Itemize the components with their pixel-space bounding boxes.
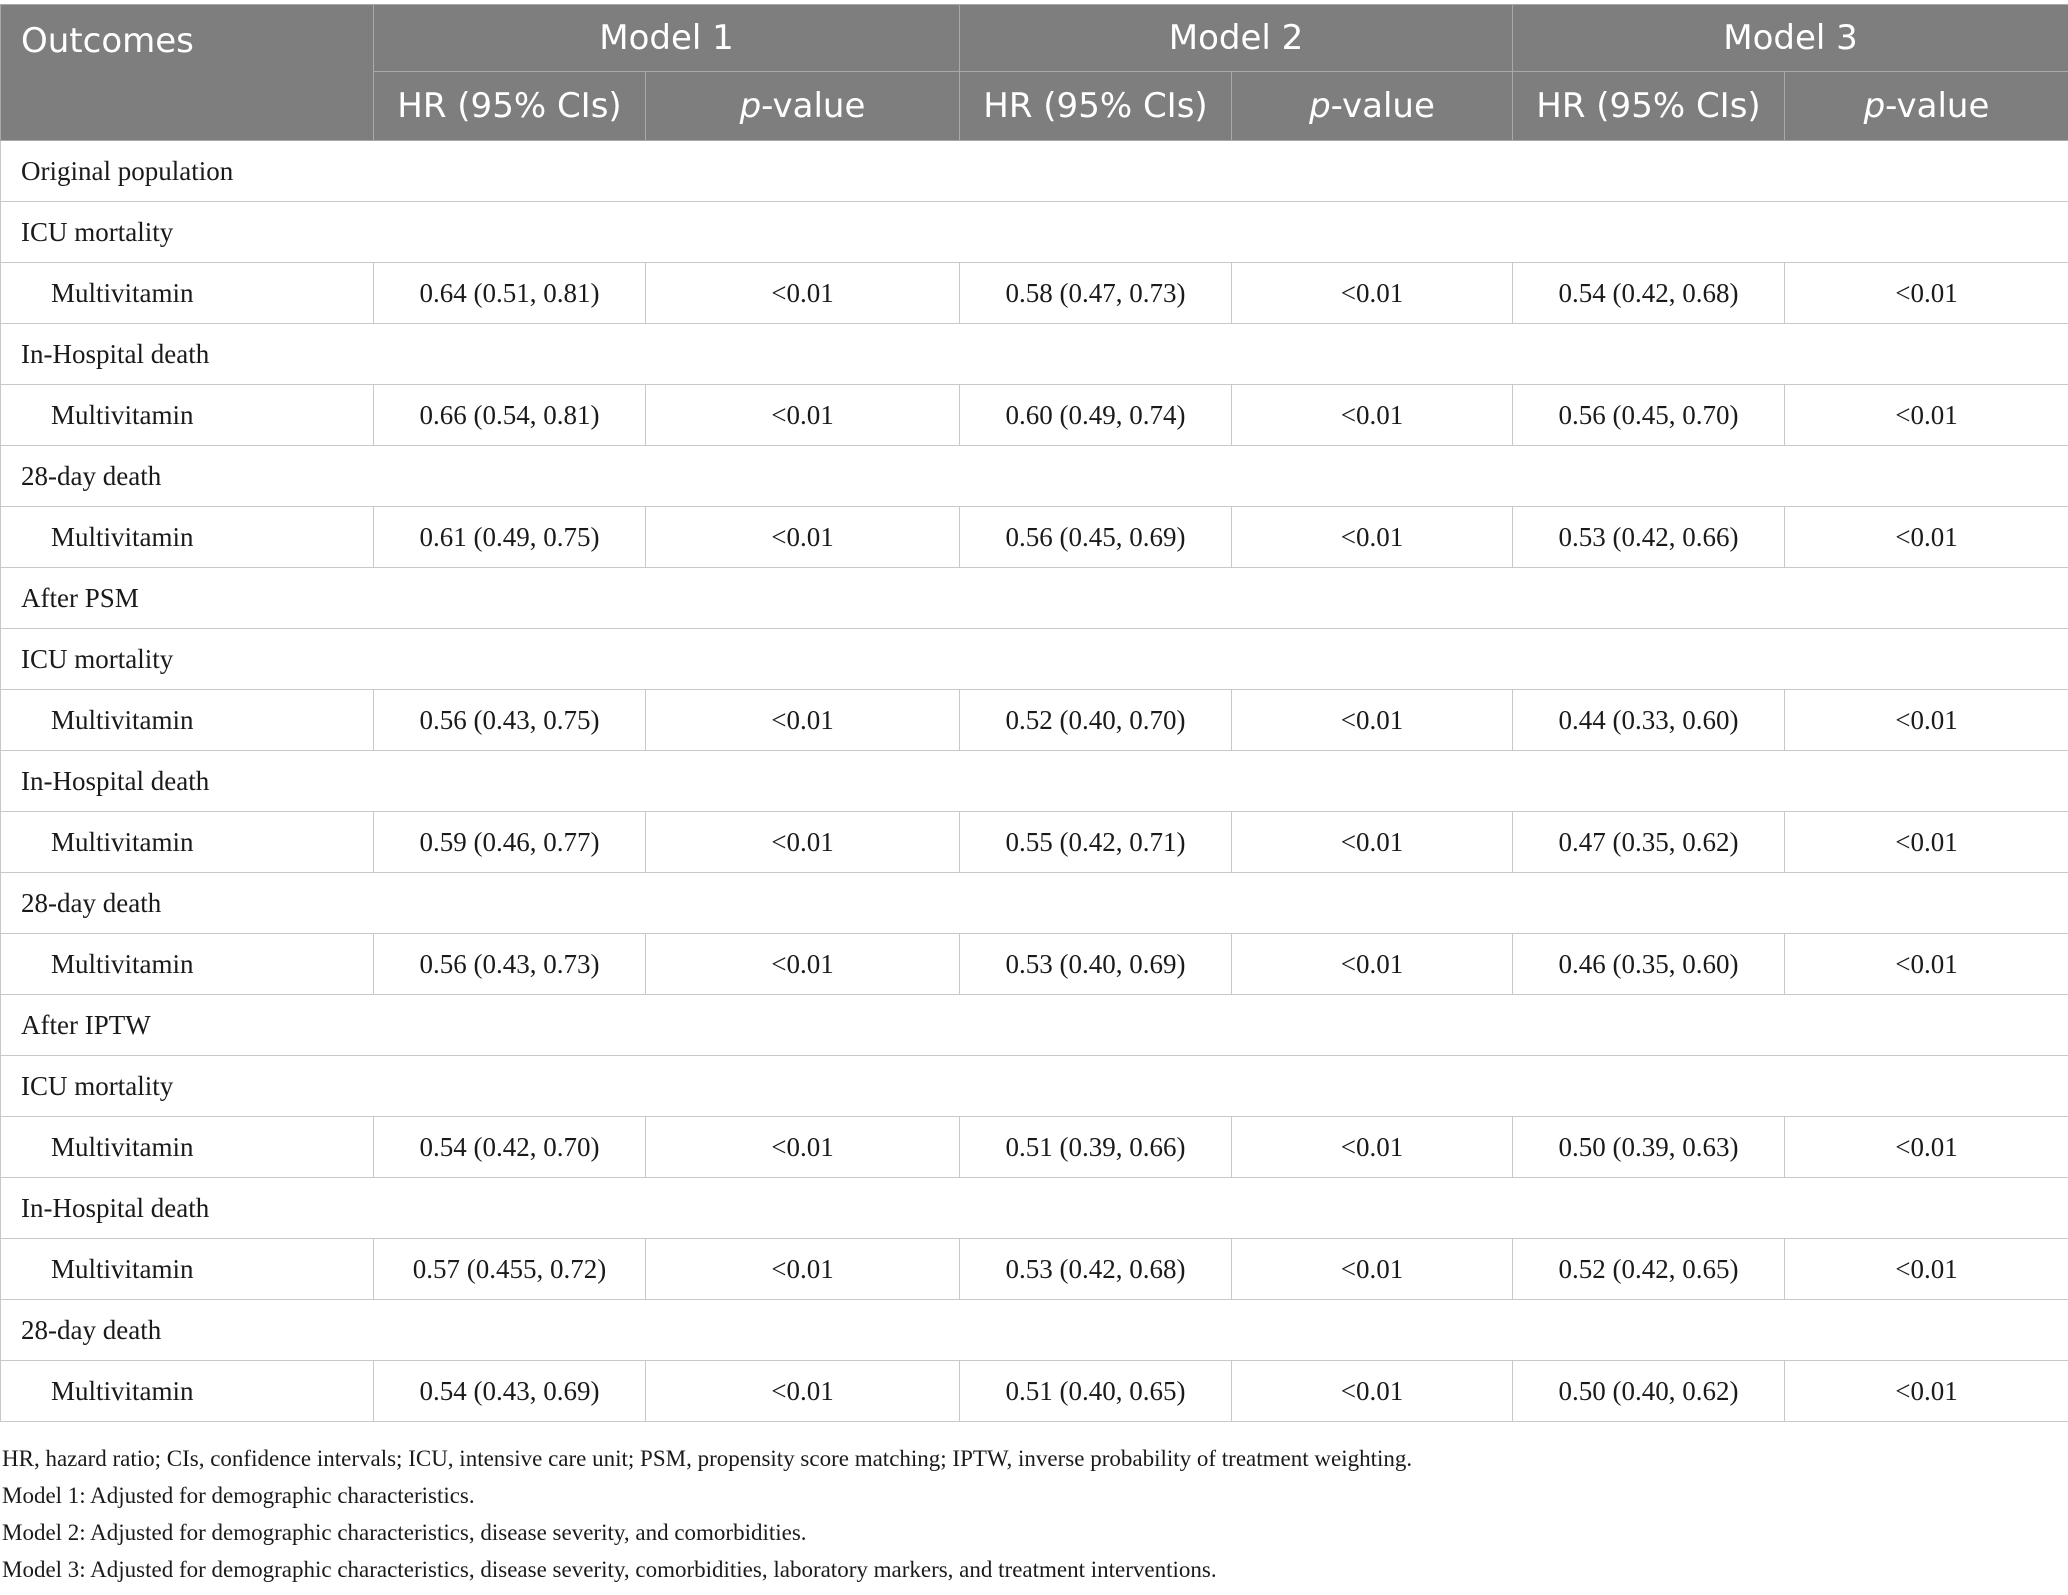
footnote-line: HR, hazard ratio; CIs, confidence intervals; ICU, intensive care unit; PSM, propensity score matching; IPTW, inverse probability of treatment weighting.	[2, 1446, 1413, 1471]
model-3-hr-cell: 0.52 (0.42, 0.65)	[1513, 1239, 1785, 1300]
model-1-hr-cell: 0.57 (0.455, 0.72)	[374, 1239, 646, 1300]
model-2-p-cell: <0.01	[1232, 507, 1513, 568]
section-row	[1, 141, 2068, 202]
model-1-p-cell: <0.01	[646, 1361, 960, 1422]
outcome-row	[1, 324, 2068, 385]
model-1-p-cell: <0.01	[646, 1117, 960, 1178]
model-3-hr-cell: 0.56 (0.45, 0.70)	[1513, 385, 1785, 446]
model-3-p-cell: <0.01	[1785, 1361, 2068, 1422]
model-1-p-cell: <0.01	[646, 507, 960, 568]
outcome-label: 28-day death	[1, 873, 2068, 934]
model-3-hr-header: HR (95% CIs)	[1513, 72, 1785, 141]
model-1-p-header	[646, 72, 960, 141]
model-2-p-cell: <0.01	[1232, 385, 1513, 446]
p-italic: p	[1863, 86, 1886, 126]
model-1-p-cell: <0.01	[646, 812, 960, 873]
table-body	[1, 141, 2068, 1422]
outcome-label: In-Hospital death	[1, 1178, 2068, 1239]
model-1-hr-cell: 0.56 (0.43, 0.75)	[374, 690, 646, 751]
model-3-p-cell: <0.01	[1785, 1117, 2068, 1178]
outcome-label: In-Hospital death	[1, 324, 2068, 385]
p-italic: p	[739, 86, 762, 126]
p-italic: p	[1309, 86, 1331, 126]
section-label: After PSM	[1, 568, 2068, 629]
footnote-line: Model 3: Adjusted for demographic characteristics, disease severity, comorbidities, laboratory markers, and treatment interventions.	[2, 1557, 1217, 1582]
model-2-hr-cell: 0.53 (0.40, 0.69)	[960, 934, 1232, 995]
model-2-p-header	[1232, 72, 1513, 141]
model-2-p-cell: <0.01	[1232, 812, 1513, 873]
table-row	[1, 1361, 2068, 1422]
model-3-p-header	[1785, 72, 2068, 141]
table-row	[1, 934, 2068, 995]
model-2-hr-cell: 0.55 (0.42, 0.71)	[960, 812, 1232, 873]
model-1-p-cell: <0.01	[646, 1239, 960, 1300]
table-row	[1, 690, 2068, 751]
exposure-label: Multivitamin	[1, 812, 374, 873]
model-2-hr-cell: 0.51 (0.40, 0.65)	[960, 1361, 1232, 1422]
model-2-p-cell: <0.01	[1232, 1361, 1513, 1422]
outcome-row	[1, 446, 2068, 507]
model-2-p-cell: <0.01	[1232, 263, 1513, 324]
model-1-hr-cell: 0.64 (0.51, 0.81)	[374, 263, 646, 324]
p-suffix: -value	[761, 86, 866, 126]
table-row	[1, 507, 2068, 568]
table-row	[1, 385, 2068, 446]
outcome-label: ICU mortality	[1, 629, 2068, 690]
model-1-hr-cell: 0.56 (0.43, 0.73)	[374, 934, 646, 995]
model-3-p-cell: <0.01	[1785, 812, 2068, 873]
exposure-label: Multivitamin	[1, 1117, 374, 1178]
model-2-p-cell: <0.01	[1232, 690, 1513, 751]
p-suffix: -value	[1330, 86, 1435, 126]
outcome-label: In-Hospital death	[1, 751, 2068, 812]
model-3-hr-cell: 0.47 (0.35, 0.62)	[1513, 812, 1785, 873]
model-3-p-cell: <0.01	[1785, 385, 2068, 446]
results-table	[0, 4, 2068, 1422]
outcome-label: 28-day death	[1, 1300, 2068, 1361]
exposure-label: Multivitamin	[1, 1239, 374, 1300]
model-3-p-cell: <0.01	[1785, 507, 2068, 568]
model-3-p-cell: <0.01	[1785, 934, 2068, 995]
outcome-row	[1, 1300, 2068, 1361]
model-3-header: Model 3	[1513, 5, 2068, 72]
table-header	[1, 5, 2068, 141]
model-1-hr-cell: 0.54 (0.43, 0.69)	[374, 1361, 646, 1422]
table-footnotes	[2, 1440, 2062, 1588]
model-2-hr-cell: 0.58 (0.47, 0.73)	[960, 263, 1232, 324]
footnote-line: Model 2: Adjusted for demographic characteristics, disease severity, and comorbidities.	[2, 1520, 807, 1545]
model-2-hr-cell: 0.52 (0.40, 0.70)	[960, 690, 1232, 751]
outcome-row	[1, 1056, 2068, 1117]
model-3-p-cell: <0.01	[1785, 690, 2068, 751]
model-1-p-cell: <0.01	[646, 690, 960, 751]
model-1-p-cell: <0.01	[646, 263, 960, 324]
model-1-p-cell: <0.01	[646, 934, 960, 995]
section-label: After IPTW	[1, 995, 2068, 1056]
exposure-label: Multivitamin	[1, 385, 374, 446]
model-1-hr-cell: 0.54 (0.42, 0.70)	[374, 1117, 646, 1178]
table-row	[1, 1117, 2068, 1178]
exposure-label: Multivitamin	[1, 263, 374, 324]
model-2-hr-cell: 0.56 (0.45, 0.69)	[960, 507, 1232, 568]
table-row	[1, 263, 2068, 324]
section-label: Original population	[1, 141, 2068, 202]
model-2-p-cell: <0.01	[1232, 934, 1513, 995]
model-3-hr-cell: 0.50 (0.39, 0.63)	[1513, 1117, 1785, 1178]
table-row	[1, 1239, 2068, 1300]
model-1-p-cell: <0.01	[646, 385, 960, 446]
model-2-hr-cell: 0.60 (0.49, 0.74)	[960, 385, 1232, 446]
model-1-hr-cell: 0.61 (0.49, 0.75)	[374, 507, 646, 568]
model-2-p-cell: <0.01	[1232, 1117, 1513, 1178]
outcome-row	[1, 873, 2068, 934]
model-3-p-cell: <0.01	[1785, 1239, 2068, 1300]
model-3-hr-cell: 0.53 (0.42, 0.66)	[1513, 507, 1785, 568]
model-3-hr-cell: 0.46 (0.35, 0.60)	[1513, 934, 1785, 995]
model-1-hr-cell: 0.59 (0.46, 0.77)	[374, 812, 646, 873]
p-suffix: -value	[1885, 86, 1990, 126]
model-1-hr-header: HR (95% CIs)	[374, 72, 646, 141]
outcome-row	[1, 629, 2068, 690]
model-3-hr-cell: 0.50 (0.40, 0.62)	[1513, 1361, 1785, 1422]
model-2-hr-cell: 0.51 (0.39, 0.66)	[960, 1117, 1232, 1178]
model-3-hr-cell: 0.54 (0.42, 0.68)	[1513, 263, 1785, 324]
outcome-label: 28-day death	[1, 446, 2068, 507]
model-2-header: Model 2	[960, 5, 1513, 72]
exposure-label: Multivitamin	[1, 934, 374, 995]
table-row	[1, 812, 2068, 873]
section-row	[1, 568, 2068, 629]
outcomes-column-header: Outcomes	[1, 5, 374, 141]
model-2-hr-header: HR (95% CIs)	[960, 72, 1232, 141]
model-1-header: Model 1	[374, 5, 960, 72]
model-1-hr-cell: 0.66 (0.54, 0.81)	[374, 385, 646, 446]
outcome-label: ICU mortality	[1, 202, 2068, 263]
model-3-hr-cell: 0.44 (0.33, 0.60)	[1513, 690, 1785, 751]
outcome-row	[1, 1178, 2068, 1239]
outcome-row	[1, 202, 2068, 263]
model-2-hr-cell: 0.53 (0.42, 0.68)	[960, 1239, 1232, 1300]
outcome-label: ICU mortality	[1, 1056, 2068, 1117]
exposure-label: Multivitamin	[1, 507, 374, 568]
exposure-label: Multivitamin	[1, 690, 374, 751]
model-2-p-cell: <0.01	[1232, 1239, 1513, 1300]
model-3-p-cell: <0.01	[1785, 263, 2068, 324]
exposure-label: Multivitamin	[1, 1361, 374, 1422]
outcome-row	[1, 751, 2068, 812]
section-row	[1, 995, 2068, 1056]
footnote-line: Model 1: Adjusted for demographic characteristics.	[2, 1483, 475, 1508]
